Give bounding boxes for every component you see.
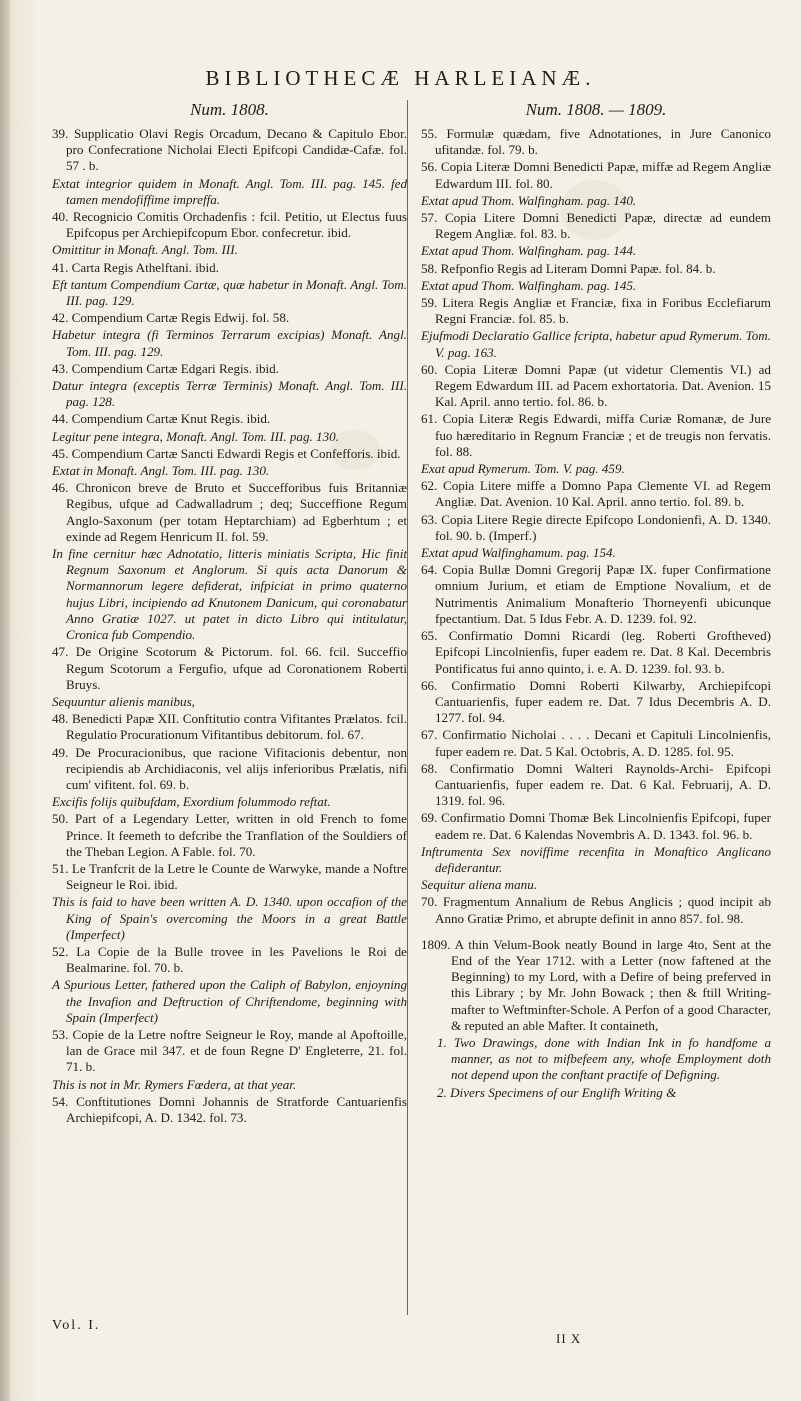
item-text: Litera Regis Angliæ et Franciæ, fixa in Foribus Ecclefiarum Regni Franciæ. fol. 85. b. [435, 295, 771, 327]
catalogue-item [52, 411, 407, 427]
note-text: A Spurious Letter, fathered upon the Caliph of Babylon, enjoyning the Invafion and Deftruction of Chriftendome, beginning with Spain (Imperfect) [52, 977, 407, 1025]
item-text: Copia Litere Domni Benedicti Papæ, directæ ad eundem Regem Angliæ. fol. 83. b. [435, 210, 771, 242]
note-text: Extat in Monaft. Angl. Tom. III. pag. 130. [52, 463, 270, 479]
catalogue-item [52, 745, 407, 794]
item-text: Copia Bullæ Domni Gregorij Papæ IX. fuper Confirmatione omnium Jurium, et etiam de Emptione Novalium, et de Nutrimentis Animalium Monafterio Thorneyenfi ubicunque fpectantium. Dat. 5 Idus Febr. A. D. 1239. fol. 92. [435, 562, 771, 626]
item-number: 69. [421, 810, 438, 826]
catalogue-item [52, 260, 407, 276]
catalogue-note [52, 327, 407, 359]
catalogue-note [52, 694, 407, 710]
item-text: Formulæ quædam, five Adnotationes, in Jure Canonico ufitandæ. fol. 79. b. [435, 126, 771, 158]
note-text: In fine cernitur hæc Adnotatio, litteris miniatis Scripta, Hic finit Regnum Saxonum et Anglorum. Si quis acta Danorum & Normannorum legere defiderat, infpiciat in primo quaterno hujus Libri, incipiendo ad Knutonem Danicum, qui coronabatur Anno Gratiæ 1027. ut patet in dicto Libro qui intitulatur, Cronica fub Compendio. [52, 546, 407, 643]
right-entries [421, 126, 771, 927]
catalogue-note [421, 545, 771, 561]
catalogue-item [421, 411, 771, 460]
note-text: This is not in Mr. Rymers Fœdera, at that year. [52, 1076, 297, 1092]
item-text: Compendium Cartæ Sancti Edwardi Regis et Confefforis. ibid. [71, 445, 401, 461]
catalogue-note [52, 977, 407, 1026]
catalogue-note [421, 877, 771, 893]
catalogue-note [52, 242, 407, 258]
catalogue-item [421, 261, 771, 277]
entry-1809-contents [421, 1035, 771, 1101]
catalogue-item [421, 126, 771, 158]
item-text: De Origine Scotorum & Pictorum. fol. 66. fcil. Succeffio Regum Scotorum a Fergufio, ufque ad Coronationem Roberti Bruys. [66, 644, 407, 692]
item-number: 49. [52, 744, 69, 760]
item-number: 70. [421, 894, 438, 910]
item-number: 47. [52, 644, 69, 660]
catalogue-item [421, 159, 771, 191]
item-number: 48. [52, 711, 69, 727]
catalogue-note [421, 461, 771, 477]
note-text: Sequitur aliena manu. [421, 877, 538, 893]
running-head: BIBLIOTHECÆ HARLEIANÆ. [205, 66, 596, 90]
catalogue-item [52, 861, 407, 893]
entry-number: 1809. [421, 936, 451, 952]
item-text: De Procuracionibus, que racione Vifitacionis debentur, non recipiendis ab Archidiaconis, vel alijs inferioribus Prælatis, nifi cum' vifitent. fol. 69. b. [66, 744, 407, 792]
note-text: Extat integrior quidem in Monaft. Angl. Tom. III. pag. 145. fed tamen mendofiffime impreffa. [52, 175, 407, 207]
catalogue-item [421, 810, 771, 842]
note-text: Ejufmodi Declaratio Gallice fcripta, habetur apud Rymerum. Tom. V. pag. 163. [421, 328, 771, 360]
catalogue-note [52, 794, 407, 810]
book-spine-shadow [0, 0, 10, 1401]
catalogue-item [52, 446, 407, 462]
catalogue-item [52, 644, 407, 693]
column-divider [407, 100, 408, 1315]
catalogue-note [421, 193, 771, 209]
catalogue-note [52, 176, 407, 208]
catalogue-item [421, 512, 771, 544]
note-text: This is faid to have been written A. D. 1340. upon occafion of the King of Spain's overcoming the Moors in a great Battle (Imperfect) [52, 894, 407, 942]
item-number: 44. [52, 411, 69, 427]
item-number: 51. [52, 860, 69, 876]
item-text: Compendium Cartæ Knut Regis. ibid. [71, 411, 271, 427]
catalogue-item [421, 562, 771, 627]
item-number: 59. [421, 295, 438, 311]
catalogue-item [52, 1094, 407, 1126]
item-number: 67. [421, 727, 438, 743]
catalogue-note [52, 546, 407, 643]
catalogue-item [421, 478, 771, 510]
left-entries [52, 126, 407, 1126]
item-number: 57. [421, 210, 438, 226]
item-text: Copie de la Letre noftre Seigneur le Roy, mande al Apoftoille, lan de Grace mil 347. et de foun Regne D' Engleterre, 21. fol. 71. b. [66, 1026, 407, 1075]
catalogue-item [421, 210, 771, 242]
catalogue-item [52, 711, 407, 743]
catalogue-note [52, 894, 407, 943]
item-number: 53. [52, 1026, 69, 1042]
item-text: Part of a Legendary Letter, written in old French to fome Prince. It feemeth to defcribe the Tranflation of the Souldiers of the Theban Legion. A Fable. fol. 70. [66, 811, 407, 859]
item-text: Chronicon breve de Bruto et Succefforibus fuis Britanniæ Regibus, ufque ad Cadwalladrum ; deq; Succeffione Regum Anglo-Saxonum (per totam Heptarchiam) ad Egberhtum ; et exinde ad Regem Henricum II. fol. 59. [66, 480, 407, 544]
signature-mark: II X [556, 1331, 582, 1346]
item-number: 39. [52, 126, 69, 141]
catalogue-item [52, 944, 407, 976]
item-number: 41. [52, 259, 69, 275]
catalogue-item [52, 361, 407, 377]
note-text: Inftrumenta Sex noviffime recenfita in Monaftico Anglicano defiderantur. [421, 843, 771, 875]
item-text: Carta Regis Athelftani. ibid. [71, 259, 219, 275]
catalogue-item [421, 894, 771, 926]
catalogue-item [52, 811, 407, 860]
item-number: 58. [421, 260, 438, 276]
item-number: 65. [421, 628, 438, 644]
catalogue-item [52, 1027, 407, 1076]
right-column [421, 100, 771, 1102]
item-number: 55. [421, 126, 438, 141]
contents-item: 2. Divers Specimens of our Englifh Writing & [437, 1084, 677, 1100]
item-text: Benedicti Papæ XII. Conftitutio contra Vifitantes Prælatos. fcil. Regulatio Procurationum Vifitantibus debitorum. fol. 67. [66, 711, 407, 743]
item-text: Refponfio Regis ad Literam Domni Papæ. fol. 84. b. [440, 260, 716, 276]
item-text: Conftitutiones Domni Johannis de Stratforde Cantuarienfis Archiepifcopi, A. D. 1342. fol. 73. [66, 1093, 408, 1125]
note-text: Extat apud Walfinghamum. pag. 154. [421, 545, 616, 561]
item-number: 54. [52, 1093, 69, 1109]
catalogue-note [52, 429, 407, 445]
note-text: Eft tantum Compendium Cartæ, quæ habetur in Monaft. Angl. Tom. III. pag. 129. [52, 276, 407, 309]
item-number: 66. [421, 677, 438, 693]
note-text: Sequuntur alienis manibus, [52, 693, 195, 709]
entry-text: A thin Velum-Book neatly Bound in large 4to, Sent at the End of the Year 1712. with a Letter (now faftened at the Beginning) to my Lord, with a Defire of being preferved in this Library ; by Mr. John Bowack ; then & ftill Writing-mafter to Weftminfter-Schole. A Perfon of a good Character, & reputed an able Mafter. It containeth, [451, 936, 771, 1033]
item-text: Compendium Cartæ Edgari Regis. ibid. [71, 360, 279, 376]
item-text: Fragmentum Annalium de Rebus Anglicis ; quod incipit ab Anno Gratiæ Primo, et abrupte definit in anno 857. fol. 98. [435, 894, 771, 926]
catalogue-note [421, 844, 771, 876]
item-number: 60. [421, 361, 438, 377]
catalogue-note [421, 328, 771, 360]
item-number: 45. [52, 445, 69, 461]
catalogue-item [52, 310, 407, 326]
item-text: Le Tranfcrit de la Letre le Counte de Warwyke, mande a Noftre Seigneur le Roi. ibid. [66, 860, 407, 893]
item-number: 61. [421, 411, 438, 427]
catalogue-item [52, 126, 407, 175]
note-text: Extat apud Thom. Walfingham. pag. 145. [421, 277, 637, 293]
item-text: Recognicio Comitis Orchadenfis : fcil. Petitio, ut Electus fuus Epifcopus per Archiepifcopum Ebor. confecretur. ibid. [66, 209, 407, 241]
catalogue-note [52, 378, 407, 410]
item-number: 42. [52, 310, 69, 326]
item-text: Copia Literæ Regis Edwardi, miffa Curiæ Romanæ, de Jure fuo hæreditario in Regnum Franciæ ; et de treugis non fervatis. fol. 88. [435, 411, 772, 459]
volume-label: Vol. I. [52, 1318, 101, 1333]
left-column [52, 100, 407, 1127]
item-text: Confirmatio Domni Walteri Raynolds-Archi- Epifcopi Cantuarienfis, fuper eadem re. Dat. 6 Kal. Februarij, A. D. 1319. fol. 96. [435, 760, 771, 809]
item-number: 52. [52, 943, 69, 959]
item-text: Supplicatio Olavi Regis Orcadum, Decano & Capitulo Ebor. pro Confecratione Nicholai Electi Epifcopi Candidæ-Cafæ. fol. 57 . b. [66, 126, 407, 174]
note-text: Extat apud Thom. Walfingham. pag. 144. [421, 243, 637, 259]
item-text: La Copie de la Bulle trovee in les Pavelions le Roi de Bealmarine. fol. 70. b. [66, 943, 407, 976]
item-number: 43. [52, 360, 69, 376]
item-text: Copia Litere miffe a Domno Papa Clemente VI. ad Regem Angliæ. Dat. Avenion. 10 Kal. April. anno tertio. fol. 89. b. [435, 478, 771, 510]
item-number: 64. [421, 562, 438, 578]
right-column-heading: Num. 1808. — 1809. [525, 100, 667, 119]
item-number: 68. [421, 760, 438, 776]
catalogue-item [421, 678, 771, 727]
item-text: Confirmatio Domni Ricardi (leg. Roberti Groftheved) Epifcopi Lincolnienfis, fuper eadem re. Dat. 8 Kal. Decembris Pontificatus fui anno quinto, i. e. A. D. 1239. fol. 93. b. [435, 628, 771, 676]
note-text: Habetur integra (fi Terminos Terrarum excipias) Monaft. Angl. Tom. III. pag. 129. [52, 327, 407, 359]
note-text: Extat apud Thom. Walfingham. pag. 140. [421, 192, 637, 208]
catalogue-entry-1809 [421, 937, 771, 1034]
left-column-heading: Num. 1808. [190, 100, 269, 119]
note-text: Omittitur in Monaft. Angl. Tom. III. [52, 242, 238, 258]
item-text: Copia Literæ Domni Papæ (ut videtur Clementis VI.) ad Regem Edwardum III. ad Pacem exhortatoria. Dat. Avenion. 15 Kal. April. anno tertio. fol. 86. b. [435, 361, 771, 410]
item-text: Confirmatio Nicholai . . . . Decani et Capituli Lincolnienfis, fuper eadem re. Dat. 5 Kal. Octobris, A. D. 1285. fol. 95. [435, 727, 771, 759]
item-number: 62. [421, 478, 438, 494]
catalogue-item [421, 761, 771, 810]
item-text: Confirmatio Domni Roberti Kilwarby, Archiepifcopi Cantuarienfis, fuper eadem re. Dat. 7 Idus Decembris A. D. 1277. fol. 94. [435, 677, 771, 726]
item-number: 63. [421, 511, 438, 527]
note-text: Excifis folijs quibufdam, Exordium folummodo reftat. [52, 794, 331, 810]
note-text: Datur integra (exceptis Terræ Terminis) Monaft. Angl. Tom. III. pag. 128. [52, 378, 407, 410]
item-number: 46. [52, 480, 69, 496]
catalogue-item [421, 727, 771, 759]
catalogue-item [421, 362, 771, 411]
catalogue-note [421, 278, 771, 294]
item-text: Confirmatio Domni Thomæ Bek Lincolnienfis Epifcopi, fuper eadem re. Dat. 6 Kalendas Novembris A. D. 1343. fol. 96. b. [435, 810, 771, 842]
catalogue-note [421, 243, 771, 259]
note-text: Legitur pene integra, Monaft. Angl. Tom. III. pag. 130. [52, 428, 339, 444]
item-text: Copia Literæ Domni Benedicti Papæ, miffæ ad Regem Angliæ Edwardum III. fol. 80. [435, 159, 771, 191]
catalogue-note [52, 277, 407, 309]
item-text: Compendium Cartæ Regis Edwij. fol. 58. [71, 310, 290, 326]
item-number: 40. [52, 209, 69, 225]
contents-item: 1. Two Drawings, done with Indian Ink in fo handfome a manner, as not to mifbefeem any, whofe Employment doth not depend upon the conftant practife of Defigning. [437, 1034, 771, 1083]
item-text: Copia Litere Regie directe Epifcopo Londonienfi, A. D. 1340. fol. 90. b. (Imperf.) [435, 511, 771, 543]
item-number: 56. [421, 159, 438, 175]
catalogue-item [421, 295, 771, 327]
item-number: 50. [52, 811, 69, 827]
catalogue-note [52, 1077, 407, 1093]
catalogue-item [421, 628, 771, 677]
note-text: Exat apud Rymerum. Tom. V. pag. 459. [421, 461, 625, 477]
catalogue-note [52, 463, 407, 479]
catalogue-item [52, 480, 407, 545]
catalogue-item [52, 209, 407, 241]
